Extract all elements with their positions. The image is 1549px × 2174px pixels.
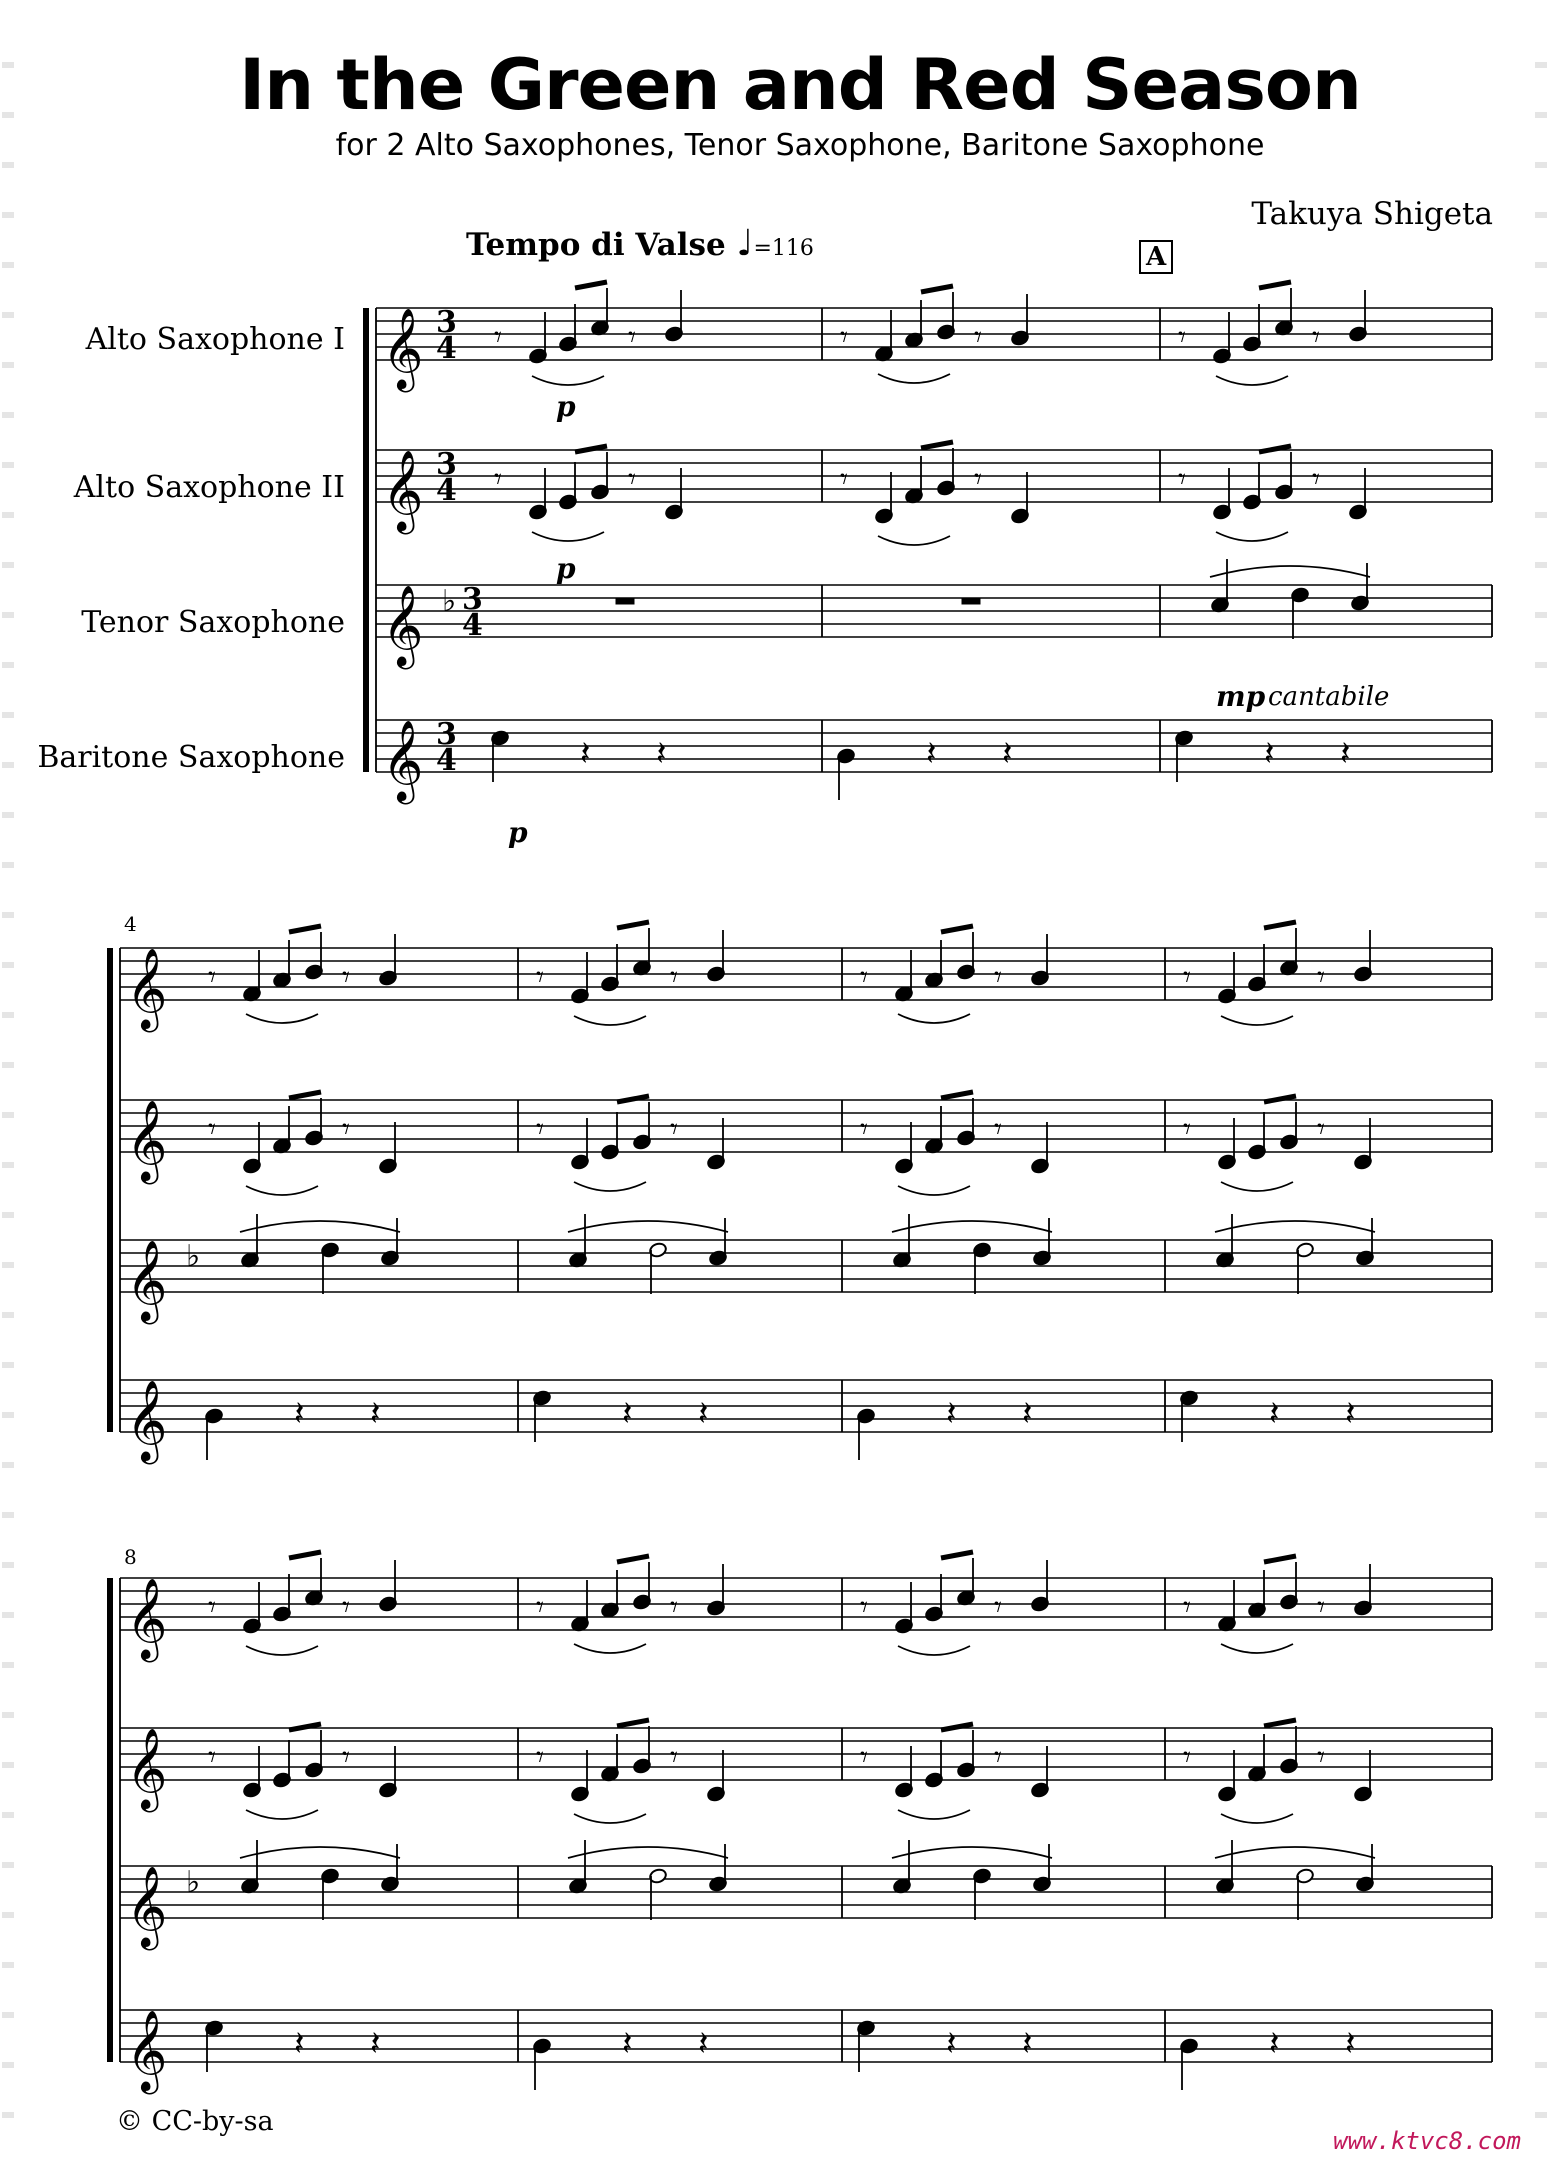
slur <box>898 1014 970 1023</box>
time-signature-bottom: 4 <box>436 331 457 366</box>
eighth-rest-icon: 𝄾 <box>860 1112 868 1147</box>
dynamic-baritone: p <box>508 816 528 849</box>
beam <box>941 1092 973 1098</box>
beam <box>617 1096 649 1102</box>
slur <box>532 376 604 385</box>
slur <box>1221 1814 1293 1823</box>
key-signature-flat-icon: ♭ <box>186 1239 201 1274</box>
copyright-notice: © CC-by-sa <box>116 2106 274 2137</box>
treble-clef-icon: 𝄞 <box>126 1727 168 1809</box>
quarter-rest-icon: 𝄽 <box>1022 2024 1033 2064</box>
treble-clef-icon: 𝄞 <box>126 1865 168 1947</box>
eighth-rest-icon: 𝄾 <box>536 1112 544 1147</box>
quarter-rest-icon: 𝄽 <box>370 1394 381 1434</box>
quarter-rest-icon: 𝄽 <box>1022 1394 1033 1434</box>
eighth-rest-icon: 𝄾 <box>208 1112 216 1147</box>
time-signature-top: 3 <box>436 447 457 482</box>
composer-name: Takuya Shigeta <box>1251 196 1493 232</box>
slur <box>892 1221 1052 1232</box>
slur <box>878 536 950 545</box>
beam <box>941 1552 973 1558</box>
eighth-rest-icon: 𝄾 <box>1317 1112 1325 1147</box>
tempo-text: Tempo di Valse <box>466 227 726 263</box>
score-title: In the Green and Red Season <box>239 44 1361 126</box>
slur <box>568 1221 728 1232</box>
instrument-label-baritone: Baritone Saxophone <box>37 740 345 775</box>
quarter-rest-icon: 𝄽 <box>580 734 591 774</box>
treble-clef-icon: 𝄞 <box>382 584 424 666</box>
quarter-rest-icon: 𝄽 <box>946 1394 957 1434</box>
eighth-rest-icon: 𝄾 <box>1317 1740 1325 1775</box>
beam <box>941 1724 973 1730</box>
slur <box>892 1847 1052 1858</box>
quarter-rest-icon: 𝄽 <box>294 2024 305 2064</box>
quarter-rest-icon: 𝄽 <box>622 1394 633 1434</box>
slur <box>574 1016 646 1025</box>
beam <box>289 1552 321 1558</box>
instrument-label-alto-1: Alto Saxophone I <box>85 322 345 357</box>
eighth-rest-icon: 𝄾 <box>1178 462 1186 497</box>
eighth-rest-icon: 𝄾 <box>1317 1590 1325 1625</box>
beam <box>1259 282 1291 288</box>
eighth-rest-icon: 𝄾 <box>860 960 868 995</box>
beam <box>617 922 649 928</box>
quarter-rest-icon: 𝄽 <box>1345 1394 1356 1434</box>
time-signature-bottom: 4 <box>436 743 457 778</box>
beam <box>1259 446 1291 452</box>
eighth-rest-icon: 𝄾 <box>208 1740 216 1775</box>
dynamic-tenor: mp <box>1216 680 1266 713</box>
quarter-rest-icon: 𝄽 <box>926 734 937 774</box>
eighth-rest-icon: 𝄾 <box>670 1590 678 1625</box>
eighth-rest-icon: 𝄾 <box>628 320 636 355</box>
slur <box>532 532 604 541</box>
eighth-rest-icon: 𝄾 <box>1312 462 1320 497</box>
treble-clef-icon: 𝄞 <box>126 2009 168 2091</box>
eighth-rest-icon: 𝄾 <box>1183 960 1191 995</box>
slur <box>574 1182 646 1191</box>
slur <box>246 1186 318 1195</box>
beam <box>575 282 607 288</box>
quarter-rest-icon: 𝄽 <box>1002 734 1013 774</box>
treble-clef-icon: 𝄞 <box>382 719 424 801</box>
eighth-rest-icon: 𝄾 <box>342 1112 350 1147</box>
quarter-rest-icon: 𝄽 <box>1269 1394 1280 1434</box>
eighth-rest-icon: 𝄾 <box>536 1590 544 1625</box>
beam <box>1264 1096 1296 1102</box>
quarter-rest-icon: 𝄽 <box>946 2024 957 2064</box>
beam <box>921 286 953 292</box>
eighth-rest-icon: 𝄾 <box>628 462 636 497</box>
whole-rest <box>616 598 634 604</box>
eighth-rest-icon: 𝄾 <box>994 960 1002 995</box>
tempo-bpm: =116 <box>753 236 814 261</box>
slur <box>1221 1182 1293 1191</box>
instrument-label-tenor: Tenor Saxophone <box>81 605 345 640</box>
slur <box>568 1847 728 1858</box>
slur <box>574 1644 646 1653</box>
eighth-rest-icon: 𝄾 <box>1178 320 1186 355</box>
dynamic-alto-2: p <box>556 552 576 585</box>
eighth-rest-icon: 𝄾 <box>840 320 848 355</box>
tempo-note-icon: ♩ <box>736 222 754 264</box>
eighth-rest-icon: 𝄾 <box>670 1740 678 1775</box>
eighth-rest-icon: 𝄾 <box>1317 960 1325 995</box>
beam <box>289 1724 321 1730</box>
quarter-rest-icon: 𝄽 <box>1264 734 1275 774</box>
eighth-rest-icon: 𝄾 <box>536 1740 544 1775</box>
eighth-rest-icon: 𝄾 <box>536 960 544 995</box>
quarter-rest-icon: 𝄽 <box>622 2024 633 2064</box>
quarter-rest-icon: 𝄽 <box>698 1394 709 1434</box>
slur <box>898 1186 970 1195</box>
beam <box>289 926 321 932</box>
eighth-rest-icon: 𝄾 <box>1183 1590 1191 1625</box>
eighth-rest-icon: 𝄾 <box>342 960 350 995</box>
slur <box>1221 1644 1293 1653</box>
quarter-rest-icon: 𝄽 <box>294 1394 305 1434</box>
treble-clef-icon: 𝄞 <box>126 947 168 1029</box>
treble-clef-icon: 𝄞 <box>382 449 424 531</box>
time-signature-bottom: 4 <box>436 473 457 508</box>
treble-clef-icon: 𝄞 <box>126 1577 168 1659</box>
eighth-rest-icon: 𝄾 <box>494 320 502 355</box>
instrument-label-alto-2: Alto Saxophone II <box>73 470 345 505</box>
beam <box>1264 922 1296 928</box>
slur <box>246 1014 318 1023</box>
eighth-rest-icon: 𝄾 <box>1183 1740 1191 1775</box>
beam <box>921 442 953 448</box>
eighth-rest-icon: 𝄾 <box>670 960 678 995</box>
time-signature-bottom: 4 <box>462 608 483 643</box>
eighth-rest-icon: 𝄾 <box>994 1112 1002 1147</box>
beam <box>1264 1720 1296 1726</box>
measure-number: 8 <box>124 1545 137 1569</box>
beam <box>617 1720 649 1726</box>
site-watermark: www.ktvc8.com <box>1333 2127 1521 2155</box>
slur <box>246 1810 318 1819</box>
eighth-rest-icon: 𝄾 <box>1312 320 1320 355</box>
time-signature-top: 3 <box>436 717 457 752</box>
beam <box>1264 1556 1296 1562</box>
key-signature-flat-icon: ♭ <box>442 584 457 619</box>
score-subtitle: for 2 Alto Saxophones, Tenor Saxophone, Baritone Saxophone <box>335 128 1265 163</box>
slur <box>1215 1221 1375 1232</box>
slur <box>1216 532 1288 541</box>
slur <box>898 1810 970 1819</box>
rehearsal-mark: A <box>1139 240 1173 274</box>
eighth-rest-icon: 𝄾 <box>208 1590 216 1625</box>
beam <box>575 446 607 452</box>
eighth-rest-icon: 𝄾 <box>840 462 848 497</box>
treble-clef-icon: 𝄞 <box>126 1239 168 1321</box>
beam <box>941 926 973 932</box>
eighth-rest-icon: 𝄾 <box>342 1590 350 1625</box>
eighth-rest-icon: 𝄾 <box>670 1112 678 1147</box>
measure-number: 4 <box>124 912 137 936</box>
slur <box>1215 1847 1375 1858</box>
treble-clef-icon: 𝄞 <box>126 1099 168 1181</box>
expression-marking: cantabile <box>1268 682 1390 712</box>
slur <box>1210 566 1370 577</box>
treble-clef-icon: 𝄞 <box>126 1379 168 1461</box>
slur <box>898 1646 970 1655</box>
quarter-rest-icon: 𝄽 <box>656 734 667 774</box>
eighth-rest-icon: 𝄾 <box>994 1590 1002 1625</box>
eighth-rest-icon: 𝄾 <box>860 1740 868 1775</box>
quarter-rest-icon: 𝄽 <box>1340 734 1351 774</box>
treble-clef-icon: 𝄞 <box>382 307 424 389</box>
time-signature-top: 3 <box>462 582 483 617</box>
slur <box>1221 1016 1293 1025</box>
slur <box>246 1646 318 1655</box>
eighth-rest-icon: 𝄾 <box>994 1740 1002 1775</box>
quarter-rest-icon: 𝄽 <box>1269 2024 1280 2064</box>
quarter-rest-icon: 𝄽 <box>370 2024 381 2064</box>
slur <box>1216 376 1288 385</box>
slur <box>574 1814 646 1823</box>
key-signature-flat-icon: ♭ <box>186 1865 201 1900</box>
beam <box>289 1092 321 1098</box>
slur <box>240 1221 400 1232</box>
eighth-rest-icon: 𝄾 <box>860 1590 868 1625</box>
slur <box>878 374 950 383</box>
eighth-rest-icon: 𝄾 <box>974 320 982 355</box>
slur <box>240 1847 400 1858</box>
quarter-rest-icon: 𝄽 <box>698 2024 709 2064</box>
eighth-rest-icon: 𝄾 <box>974 462 982 497</box>
beam <box>617 1556 649 1562</box>
eighth-rest-icon: 𝄾 <box>494 462 502 497</box>
eighth-rest-icon: 𝄾 <box>208 960 216 995</box>
eighth-rest-icon: 𝄾 <box>1183 1112 1191 1147</box>
dynamic-alto-1: p <box>556 390 576 423</box>
quarter-rest-icon: 𝄽 <box>1345 2024 1356 2064</box>
whole-rest <box>962 598 980 604</box>
time-signature-top: 3 <box>436 305 457 340</box>
eighth-rest-icon: 𝄾 <box>342 1740 350 1775</box>
